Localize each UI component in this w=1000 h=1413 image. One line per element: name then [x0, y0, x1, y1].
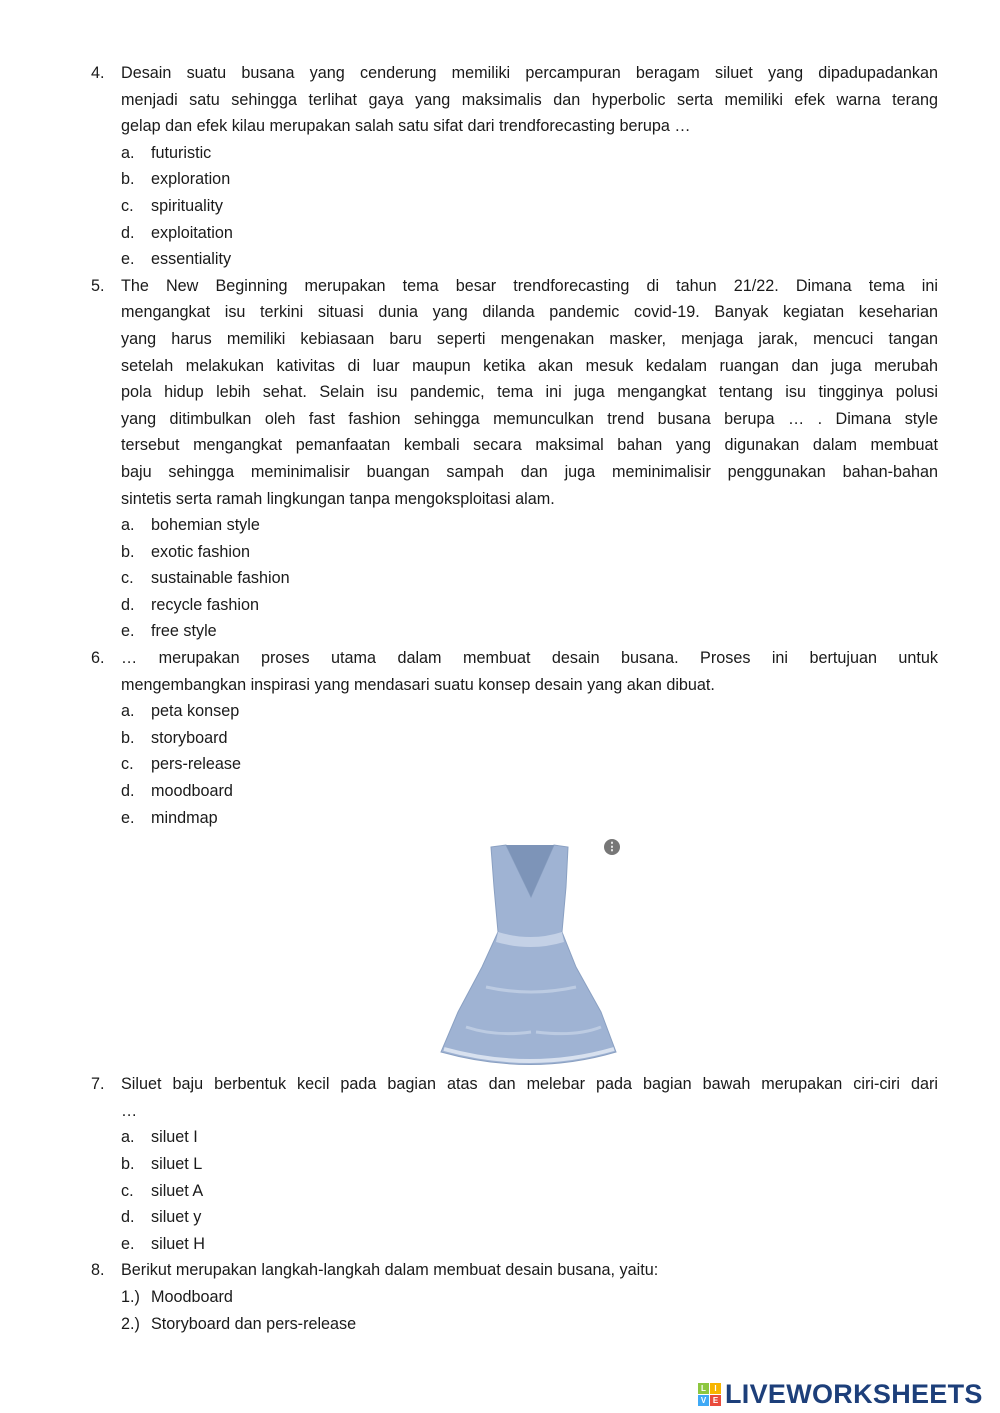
option-letter: b.: [121, 542, 135, 561]
option-text: recycle fashion: [151, 595, 259, 614]
option-text: storyboard: [151, 728, 228, 747]
logo-tile: V: [698, 1395, 709, 1406]
logo-tile: L: [698, 1383, 709, 1394]
answer-option[interactable]: [0, 1124, 1000, 1151]
option-letter: c.: [121, 1181, 134, 1200]
option-letter: 2.): [121, 1314, 140, 1333]
answer-option[interactable]: [0, 166, 1000, 193]
worksheet-content: [0, 60, 1000, 1337]
option-text: bohemian style: [151, 516, 260, 535]
option-letter: e.: [121, 250, 135, 269]
question-text-line: …: [121, 1101, 138, 1120]
option-text: spirituality: [151, 196, 223, 215]
option-letter: b.: [121, 728, 135, 747]
question-text-line: menjadi satu sehingga terlihat gaya yang maksimalis dan hyperbolic serta memiliki efek warna terang: [121, 90, 938, 109]
question-4: [0, 60, 938, 140]
question-text-line: Siluet baju berbentuk kecil pada bagian atas dan melebar pada bagian bawah merupakan ciri-ciri dari: [121, 1075, 938, 1094]
question-text-line: … merupakan proses utama dalam membuat desain busana. Proses ini bertujuan untuk: [121, 649, 938, 668]
option-letter: a.: [121, 143, 135, 162]
option-text: siluet I: [151, 1128, 198, 1147]
option-letter: d.: [121, 595, 135, 614]
option-text: sustainable fashion: [151, 569, 290, 588]
option-letter: e.: [121, 1234, 135, 1253]
option-letter: d.: [121, 782, 135, 801]
answer-option[interactable]: [0, 220, 1000, 247]
answer-option[interactable]: [0, 1231, 1000, 1258]
option-letter: a.: [121, 702, 135, 721]
answer-option[interactable]: [0, 1284, 1000, 1311]
question-text-line: yang ditimbulkan oleh fast fashion sehingga memunculkan trend busana berupa … . Dimana style: [121, 409, 938, 428]
question-text-line: pola hidup lebih sehat. Selain isu pandemic, tema ini juga mengangkat tentang isu tingginya polusi: [121, 383, 938, 402]
liveworksheets-logo: [698, 1379, 983, 1410]
question-text-line: gelap dan efek kilau merupakan salah satu sifat dari trendforecasting berupa …: [121, 117, 691, 136]
option-text: mindmap: [151, 808, 218, 827]
option-text: free style: [151, 622, 217, 641]
logo-tile: I: [710, 1383, 721, 1394]
answer-option[interactable]: [0, 539, 1000, 566]
question-text-line: mengembangkan inspirasi yang mendasari suatu konsep desain yang akan dibuat.: [121, 675, 715, 694]
option-text: futuristic: [151, 143, 212, 162]
option-text: pers-release: [151, 755, 241, 774]
option-letter: c.: [121, 569, 134, 588]
option-letter: a.: [121, 516, 135, 535]
question-text-line: yang harus memiliki kebiasaan baru seperti mengenakan masker, menjaga jarak, mencuci tangan: [121, 329, 938, 348]
question-number: 7.: [91, 1075, 105, 1094]
option-text: siluet H: [151, 1234, 205, 1253]
option-letter: 1.): [121, 1287, 140, 1306]
option-text: siluet y: [151, 1208, 202, 1227]
question-7: [0, 1071, 938, 1124]
answer-option[interactable]: [0, 512, 1000, 539]
question-text-line: The New Beginning merupakan tema besar trendforecasting di tahun 21/22. Dimana tema ini: [121, 276, 938, 295]
option-text: exploitation: [151, 223, 233, 242]
question-text-line: Desain suatu busana yang cenderung memiliki percampuran beragam siluet yang dipadupadankan: [121, 64, 938, 82]
answer-option[interactable]: [0, 1311, 1000, 1338]
question-number: 6.: [91, 649, 105, 668]
answer-option[interactable]: [0, 805, 1000, 832]
question-8: [0, 1257, 938, 1284]
option-text: siluet L: [151, 1155, 203, 1173]
option-text: Storyboard dan pers-release: [151, 1314, 357, 1333]
question-text-line: setelah melakukan kativitas di luar maupun ketika akan mesuk kedalam ruangan dan juga merubah: [121, 356, 938, 375]
option-letter: e.: [121, 622, 135, 641]
question-number: 8.: [91, 1261, 105, 1280]
question-number: 4.: [91, 64, 105, 82]
answer-option[interactable]: [0, 246, 1000, 273]
option-text: siluet A: [151, 1181, 204, 1200]
option-letter: d.: [121, 223, 135, 242]
answer-option[interactable]: [0, 565, 1000, 592]
answer-option[interactable]: [0, 751, 1000, 778]
answer-option[interactable]: [0, 193, 1000, 220]
logo-tile: E: [710, 1395, 721, 1406]
question-number: 5.: [91, 276, 105, 295]
more-options-icon[interactable]: ⋮: [604, 839, 620, 855]
logo-tiles-icon: [698, 1383, 721, 1406]
option-letter: c.: [121, 196, 134, 215]
dress-illustration: [436, 837, 626, 1069]
option-letter: c.: [121, 755, 134, 774]
answer-option[interactable]: [0, 1151, 1000, 1178]
dress-image: [0, 831, 1000, 1071]
question-text-line: Berikut merupakan langkah-langkah dalam membuat desain busana, yaitu:: [121, 1261, 659, 1280]
logo-text: LIVEWORKSHEETS: [725, 1379, 983, 1409]
question-text-line: baju sehingga meminimalisir buangan sampah dan juga meminimalisir penggunakan bahan-bahan: [121, 462, 938, 481]
answer-option[interactable]: [0, 140, 1000, 167]
answer-option[interactable]: [0, 1204, 1000, 1231]
option-text: exploration: [151, 170, 231, 189]
answer-option[interactable]: [0, 778, 1000, 805]
option-letter: a.: [121, 1128, 135, 1147]
question-text-line: tersebut mengangkat pemanfaatan kembali secara maksimal bahan yang digunakan dalam membuat: [121, 436, 938, 455]
option-text: peta konsep: [151, 702, 240, 721]
option-letter: b.: [121, 170, 135, 189]
option-letter: e.: [121, 808, 135, 827]
option-text: essentiality: [151, 250, 232, 269]
question-text-line: mengangkat isu terkini situasi dunia yang dilanda pandemic covid-19. Banyak kegiatan keseharian: [121, 303, 938, 322]
option-text: exotic fashion: [151, 542, 250, 561]
question-6: [0, 645, 938, 698]
question-text-line: sintetis serta ramah lingkungan tanpa mengoksploitasi alam.: [121, 489, 555, 508]
answer-option[interactable]: [0, 618, 1000, 645]
answer-option[interactable]: [0, 592, 1000, 619]
answer-option[interactable]: [0, 698, 1000, 725]
option-letter: d.: [121, 1208, 135, 1227]
option-text: Moodboard: [151, 1287, 233, 1306]
answer-option[interactable]: [0, 1178, 1000, 1205]
option-text: moodboard: [151, 782, 233, 801]
option-letter: b.: [121, 1155, 135, 1173]
answer-option[interactable]: [0, 725, 1000, 752]
question-5: [0, 273, 938, 512]
